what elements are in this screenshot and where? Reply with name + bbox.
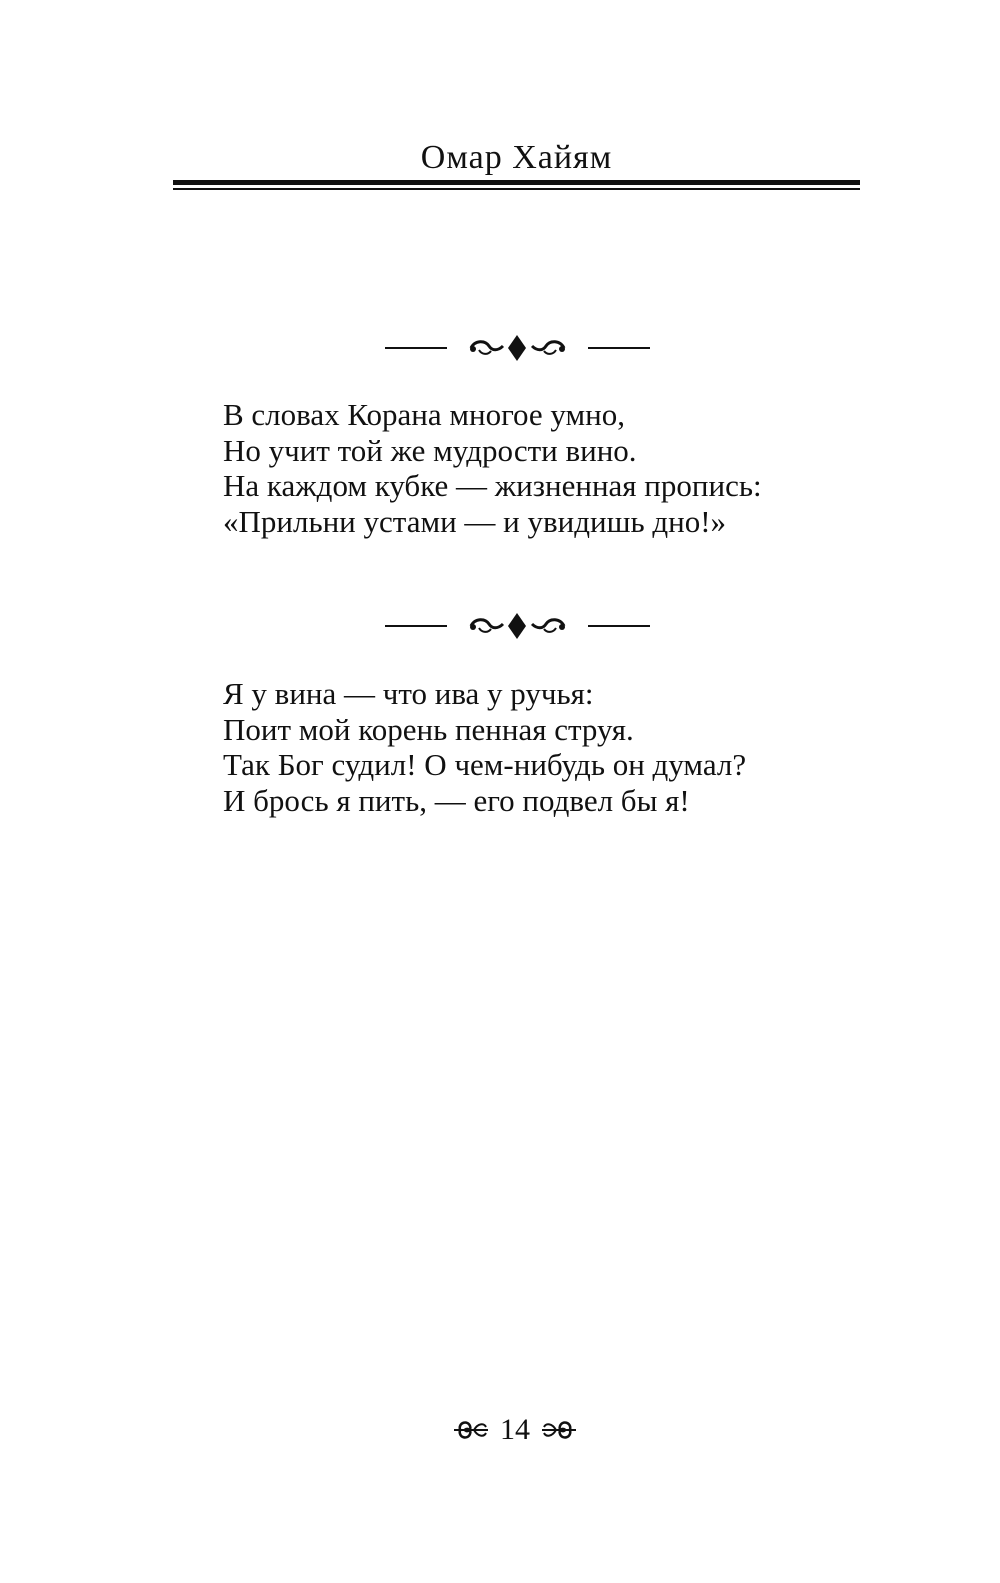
verse-line: Я у вина — что ива у ручья: <box>223 676 594 711</box>
flourish-right-icon <box>540 1417 578 1443</box>
verse-line: Поит мой корень пенная струя. <box>223 711 634 747</box>
verse-line: На каждом кубке — жизненная пропись: <box>223 468 762 503</box>
flourish-left-icon <box>452 1417 490 1443</box>
verse-line: В словах Корана многое умно, <box>223 397 625 432</box>
running-title: Омар Хайям <box>420 139 613 176</box>
vine-diamond-ornament-icon <box>385 332 650 362</box>
verse-line: И брось я пить, — его подвел бы я! <box>223 782 690 818</box>
vine-diamond-ornament-icon <box>385 610 650 640</box>
section-ornament-1 <box>385 332 650 362</box>
stanza-1 <box>223 397 863 539</box>
header-rule-thin <box>173 188 860 190</box>
verse-line: «Прильни устами — и увидишь дно!» <box>223 503 727 539</box>
stanza-2 <box>223 676 863 818</box>
section-ornament-2 <box>385 610 650 640</box>
header-rule-thick <box>173 180 860 185</box>
page-number: 14 <box>500 1413 530 1446</box>
verse-line: Так Бог судил! О чем-нибудь он думал? <box>223 747 747 782</box>
verse-line: Но учит той же мудрости вино. <box>223 432 637 468</box>
page-folio <box>440 1410 590 1450</box>
